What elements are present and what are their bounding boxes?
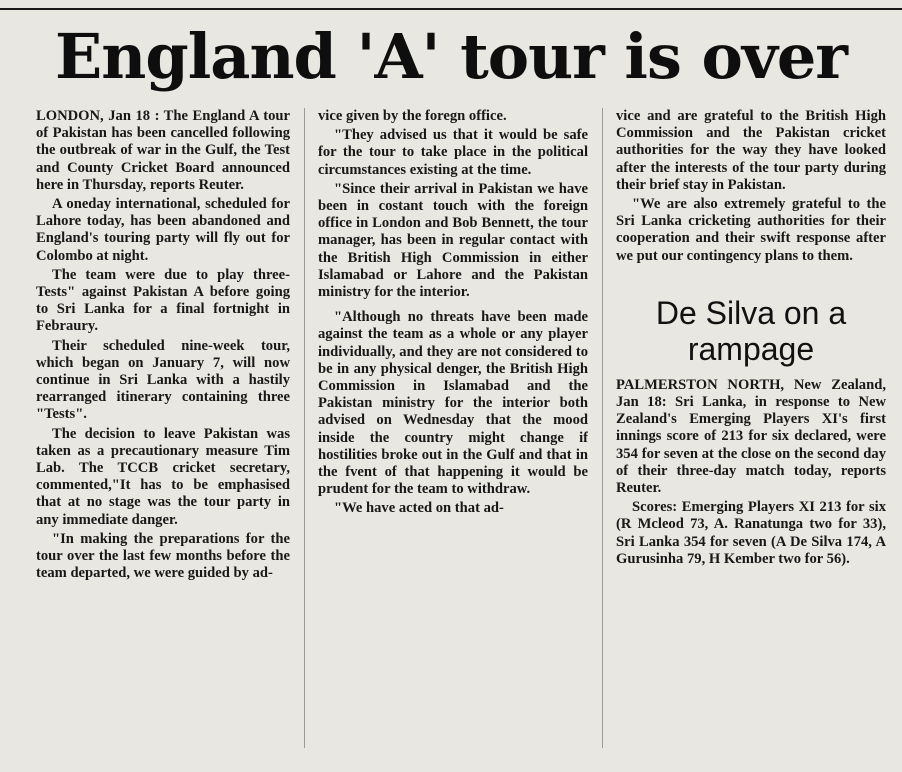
article-paragraph: vice given by the foregn office. xyxy=(318,108,507,124)
dateline-paragraph: LONDON, Jan 18 : The England A tour of Pakistan has been cancelled following the outbreak of war in the Gulf, the Test and County Cricket Board announced here in Thursday, reports Reuter. xyxy=(36,108,290,193)
article-paragraph: "Since their arrival in Pakistan we have been in costant touch with the foreign office in London and Bob Bennett, the tour manager, has been in regular contact with the British High Commission in either Islamabad or Lahore and the Pakistan ministry for the interior. xyxy=(318,180,588,301)
article-column-3 xyxy=(616,108,886,758)
article-paragraph: The decision to leave Pakistan was taken as a precautionary measure Tim Lab. The TCCB cricket secretary, commented,"It has to be emphasised that at no stage was the tour party in any immediate danger. xyxy=(36,425,290,528)
article-paragraph: "We have acted on that ad- xyxy=(334,500,504,517)
sidebar-dateline-paragraph: PALMERSTON NORTH, New Zealand, Jan 18: Sri Lanka, in response to New Zealand's Emerging Players XI's first innings score of 213 for six declared, were 354 for seven at the close on the second day of their three-day match today, reports Reuter. xyxy=(616,376,886,497)
sidebar-scores-paragraph: Scores: Emerging Players XI 213 for six (R Mcleod 73, A. Ranatunga two for 33), Sri Lanka 354 for seven (A De Silva 174, A Gurusinha 79, H Kember two for 56). xyxy=(616,499,886,567)
top-rule xyxy=(0,8,902,10)
article-column-1 xyxy=(36,108,290,758)
headline: England 'A' tour is over xyxy=(55,20,847,93)
column-divider xyxy=(304,108,305,748)
article-paragraph: vice and are grateful to the British High Commission and the Pakistan cricket authorities for the way they have looked after the interests of the tour party during their brief stay in Pakistan. xyxy=(616,108,886,193)
article-paragraph: Their scheduled nine-week tour, which began on January 7, will now continue in Sri Lanka with a hastily rearranged itinerary containing three "Tests". xyxy=(36,337,290,423)
article-paragraph: "In making the preparations for the tour over the last few months before the team departed, we were guided by ad- xyxy=(36,530,290,582)
next-headline-fragment xyxy=(40,756,340,772)
article-paragraph: A oneday international, scheduled for Lahore today, has been abandoned and England's touring party will fly out for Colombo at night. xyxy=(36,196,290,264)
article-paragraph: "They advised us that it would be safe for the tour to take place in the political circumstances existing at the time. xyxy=(318,127,588,178)
article-paragraph: "Although no threats have been made against the team as a whole or any player individually, and they are not considered to be in any physical denger, the British High Commission in Islamabad and the Pakistan ministry for the interior both advised on Wednesday that the mood inside the country might change if hostilities broke out in the Gulf and that in the fvent of that happening it would be prudent for the team to withdraw. xyxy=(318,309,588,498)
article-paragraph: "We are also extremely grateful to the Sri Lanka cricketing authorities for their cooperation and their swift response after we put our contingency plans to them. xyxy=(616,196,886,264)
article-column-2 xyxy=(318,108,588,758)
article-paragraph: The team were due to play three-Tests" against Pakistan A before going to Sri Lanka for a final fortnight in Febraury. xyxy=(36,266,290,335)
column-divider xyxy=(602,108,603,748)
sidebar-headline: De Silva on a rampage xyxy=(655,294,847,367)
